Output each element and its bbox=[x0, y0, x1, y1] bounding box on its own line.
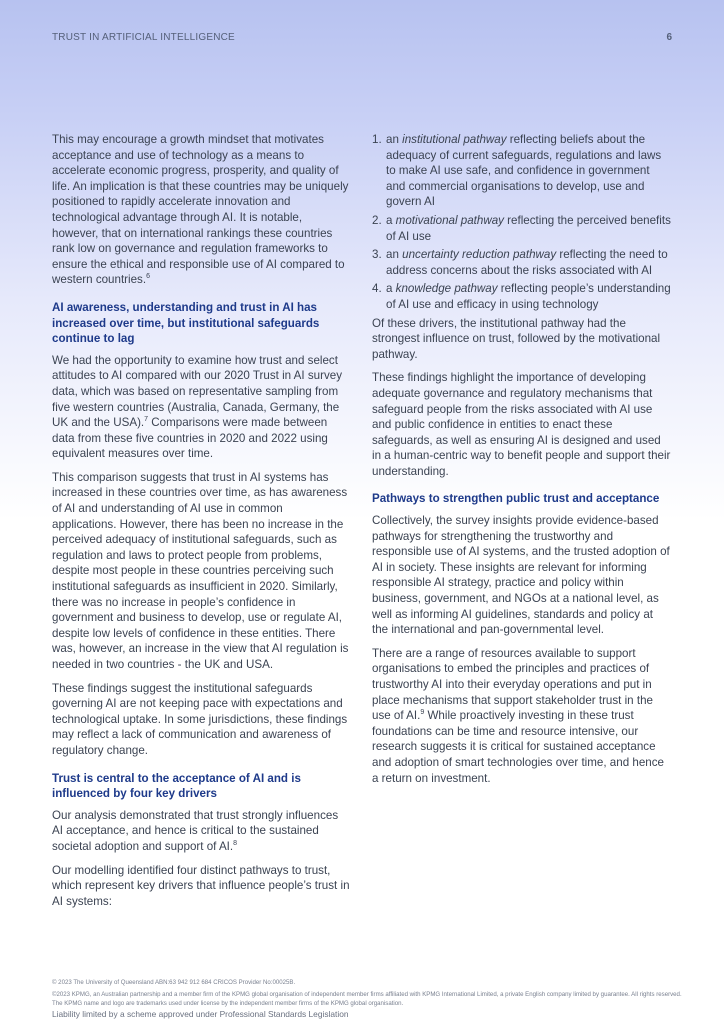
paragraph: This may encourage a growth mindset that motivates acceptance and use of technology as a means to accelerate economic progress, prosperity, and quality of life. An implication is that these countries may be uniquely positioned to rapidly accelerate innovation and technological advantage through AI. It is notable, however, that on international rankings these countries rank low on governance and regulation frameworks to ensure the ethical and responsible use of AI compared to western countries.$^6$ bbox=[52, 133, 349, 287]
footnote-ref: 7 bbox=[144, 416, 149, 424]
footnote-ref: 8 bbox=[233, 840, 238, 848]
left-column bbox=[52, 132, 350, 917]
page-number: 6 bbox=[666, 32, 672, 43]
list-item: 4. a knowledge pathway reflecting people’s understanding of AI use and efficacy in using technology bbox=[372, 282, 671, 311]
list-item: 1. an institutional pathway reflecting beliefs about the adequacy of current safeguards, regulations and laws to make AI use safe, and confidence in government and commercial organisations to develop, use and govern AI bbox=[372, 133, 662, 209]
list-item: 3. an uncertainty reduction pathway reflecting the need to address concerns about the risks associated with AI bbox=[372, 248, 668, 277]
section-heading: Pathways to strengthen public trust and acceptance bbox=[372, 492, 660, 506]
paragraph: Collectively, the survey insights provide evidence-based pathways for strengthening the trustworthy and responsible use of AI systems, and the trusted adoption of AI in society. These insights are relevant for informing responsible AI strategy, practice and policy within business, government, and NGOs at a national level, as well as informing AI guidelines, standards and policy at the international and pan-governmental level. bbox=[372, 514, 670, 637]
drivers-list bbox=[372, 132, 672, 313]
footnote-ref: 6 bbox=[146, 273, 150, 281]
paragraph: Our modelling identified four distinct pathways to trust, which represent key drivers that influence people’s trust in AI systems: bbox=[52, 863, 350, 908]
footnote-ref: 9 bbox=[420, 709, 425, 717]
running-header: TRUST IN ARTIFICIAL INTELLIGENCE bbox=[52, 32, 235, 43]
footer-copyright-kpmg: ©2023 KPMG, an Australian partnership and a member firm of the KPMG global organisation of independent member firms affiliated with KPMG International Limited, a private English company limited by guarantee. All rights reserved. The KPMG name and logo are trademarks used under license by the independent member firms of the KPMG global organisation. bbox=[52, 991, 682, 1007]
right-column bbox=[372, 132, 672, 794]
footer-copyright-uq: © 2023 The University of Queensland ABN:63 942 912 684 CRICOS Provider No:00025B. bbox=[52, 979, 296, 986]
paragraph: There are a range of resources available to support organisations to embed the principles and practices of trustworthy AI into their everyday operations and put in place mechanisms that support stakeholder trust in the use of AI.$^9$ While proactively investing in these trust foundations can be time and resource intensive, our research suggests it is critical for sustained acceptance and adoption of smart technologies over time, and hence a return on investment. bbox=[372, 646, 664, 785]
footer-liability: Liability limited by a scheme approved under Professional Standards Legislation bbox=[52, 1009, 349, 1020]
paragraph: These findings highlight the importance of developing adequate governance and regulatory mechanisms that safeguard people from the risks associated with AI use and public confidence in entities to enact these safeguards, as well as ensuring AI is designed and used in a human-centric way to benefit people and support their understanding. bbox=[372, 371, 671, 478]
section-heading: Trust is central to the acceptance of AI and is influenced by four key drivers bbox=[52, 771, 301, 801]
paragraph: These findings suggest the institutional safeguards governing AI are not keeping pace with expectations and technological uptake. In some jurisdictions, these findings may reflect a lack of communication and awareness of regulatory change. bbox=[52, 681, 348, 757]
paragraph: Our analysis demonstrated that trust strongly influences AI acceptance, and hence is critical to the sustained societal adoption and support of AI.$^8$ bbox=[52, 808, 339, 853]
paragraph: We had the opportunity to examine how trust and select attitudes to AI compared with our 2020 Trust in AI survey data, which was based on representative sampling from five western countries (Australia, Canada, Germany, the UK and the USA).$^7$ Comparisons were made between data from these five countries in 2020 and 2022 using equivalent measures over time. bbox=[52, 353, 342, 461]
page-footer bbox=[52, 979, 682, 1020]
paragraph: Of these drivers, the institutional pathway had the strongest influence on trust, followed by the motivational pathway. bbox=[372, 316, 661, 361]
list-item: 2. a motivational pathway reflecting the perceived benefits of AI use bbox=[372, 213, 671, 243]
paragraph: This comparison suggests that trust in AI systems has increased in these countries over time, as has awareness of AI and understanding of AI use in common applications. However, there has been no increase in the perceived adequacy of institutional safeguards, such as regulation and laws to protect people from problems, despite most people in these countries perceiving such institutional safeguards as insufficient in 2020. Similarly, there was no increase in people’s confidence in government and business to develop, use or regulate AI, despite low levels of confidence in these entities. There was, however, an increase in the view that AI regulation is needed in two countries - the UK and USA. bbox=[52, 470, 349, 671]
section-heading: AI awareness, understanding and trust in AI has increased over time, but institutional safeguards continue to lag bbox=[52, 300, 320, 346]
